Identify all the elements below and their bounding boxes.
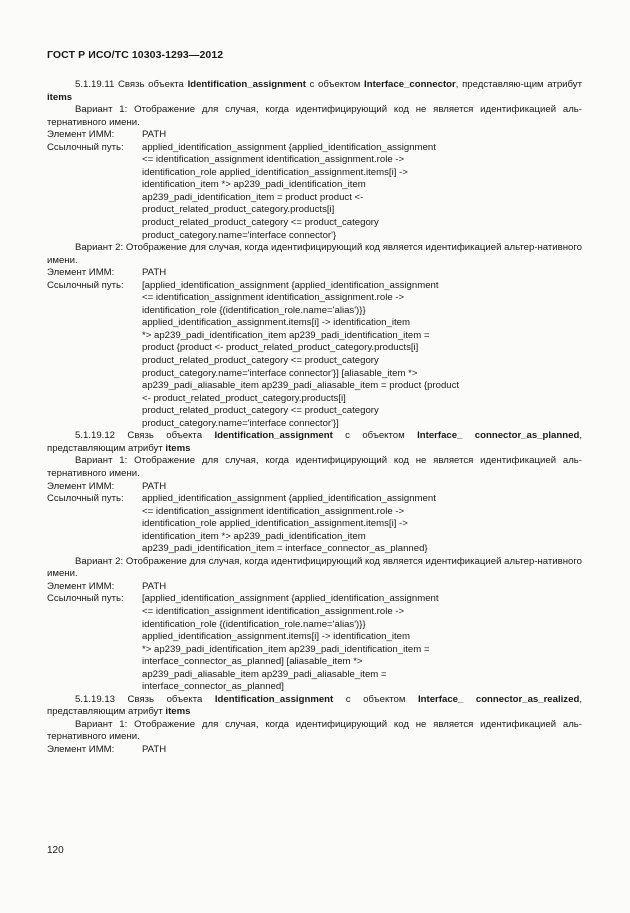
document-header: ГОСТ Р ИСО/ТС 10303-1293—2012: [47, 49, 224, 61]
reference-path-row: Ссылочный путь: [applied_identification_assignment {applied_identification_assignment: [47, 279, 439, 291]
reference-path-row: Ссылочный путь: [applied_identification_assignment {applied_identification_assignment: [47, 593, 439, 605]
reference-path-continuation: <= identification_assignment identification_assignment.role -> identification_role applied_identification_assignment.items[i] -> identification_item *> ap239_padi_identification_item ap239_padi_identification_item = product product <- product_related_product_category.products[i] product_related_product_category <= product_category product_category.name='interface connector'}: [142, 154, 408, 241]
imm-element-row: Элемент ИММ: PATH: [47, 267, 167, 279]
variant-description: Вариант 1: Отображение для случая, когда идентифицирующий код не является идентификацией аль-тернативного имени.: [47, 718, 582, 743]
reference-path-row: Ссылочный путь: applied_identification_assignment {applied_identification_assignment: [47, 493, 436, 505]
reference-path-continuation: <= identification_assignment identification_assignment.role -> identification_role {(identification_role.name='alias')}} applied_identification_assignment.items[i] -> identification_item *> ap239_padi_identification_item ap239_padi_identification_item = interface_connector_as_planned] [aliasable_item *> ap239_padi_aliasable_item ap239_padi_aliasable_item = interface_connector_as_planned]: [142, 605, 430, 693]
variant-description: Вариант 2: Отображение для случая, когда идентифицирующий код является идентификацией альтер-нативного имени.: [47, 555, 582, 580]
section-heading: 5.1.19.13 Связь объекта Identification_assignment с объектом Interface_ connector_as_realized, представляющим атрибут items: [47, 693, 582, 718]
variant-description: Вариант 1: Отображение для случая, когда идентифицирующий код не является идентификацией аль-тернативного имени.: [47, 104, 582, 128]
variant-description: Вариант 2: Отображение для случая, когда идентифицирующий код является идентификацией альтер-нативного имени.: [47, 242, 582, 266]
reference-path-row: Ссылочный путь: applied_identification_assignment {applied_identification_assignment: [47, 141, 436, 153]
reference-path-continuation: <= identification_assignment identification_assignment.role -> identification_role applied_identification_assignment.items[i] -> identification_item *> ap239_padi_identification_item ap239_padi_identification_item = interface_connector_as_planned}: [142, 505, 428, 555]
imm-element-row: Элемент ИММ: PATH: [47, 580, 167, 592]
reference-path-continuation: <= identification_assignment identification_assignment.role -> identification_role {(identification_role.name='alias')}} applied_identification_assignment.items[i] -> identification_item *> ap239_padi_identification_item ap239_padi_identification_item = product {product <- product_related_product_category.products[i] product_related_product_category <= product_category product_category.name='interface connector'}] [aliasable_item *> ap239_padi_aliasable_item ap239_padi_aliasable_item = product {product <- product_related_product_category.products[i] product_related_product_category <= product_category product_category.name='interface connector'}]: [142, 292, 460, 429]
section-heading: 5.1.19.11 Связь объекта Identification_assignment с объектом Interface_connector, представляю-щим атрибут items: [47, 79, 582, 103]
section-heading: 5.1.19.12 Связь объекта Identification_assignment с объектом Interface_ connector_as_planned, представляющим атрибут items: [47, 430, 582, 454]
page-number: 120: [47, 845, 64, 856]
variant-description: Вариант 1: Отображение для случая, когда идентифицирующий код не является идентификацией аль-тернативного имени.: [47, 455, 582, 479]
imm-element-row: Элемент ИММ: PATH: [47, 743, 167, 755]
page-content: [47, 79, 582, 757]
imm-element-row: Элемент ИММ: PATH: [47, 129, 167, 141]
imm-element-row: Элемент ИММ: PATH: [47, 480, 167, 492]
